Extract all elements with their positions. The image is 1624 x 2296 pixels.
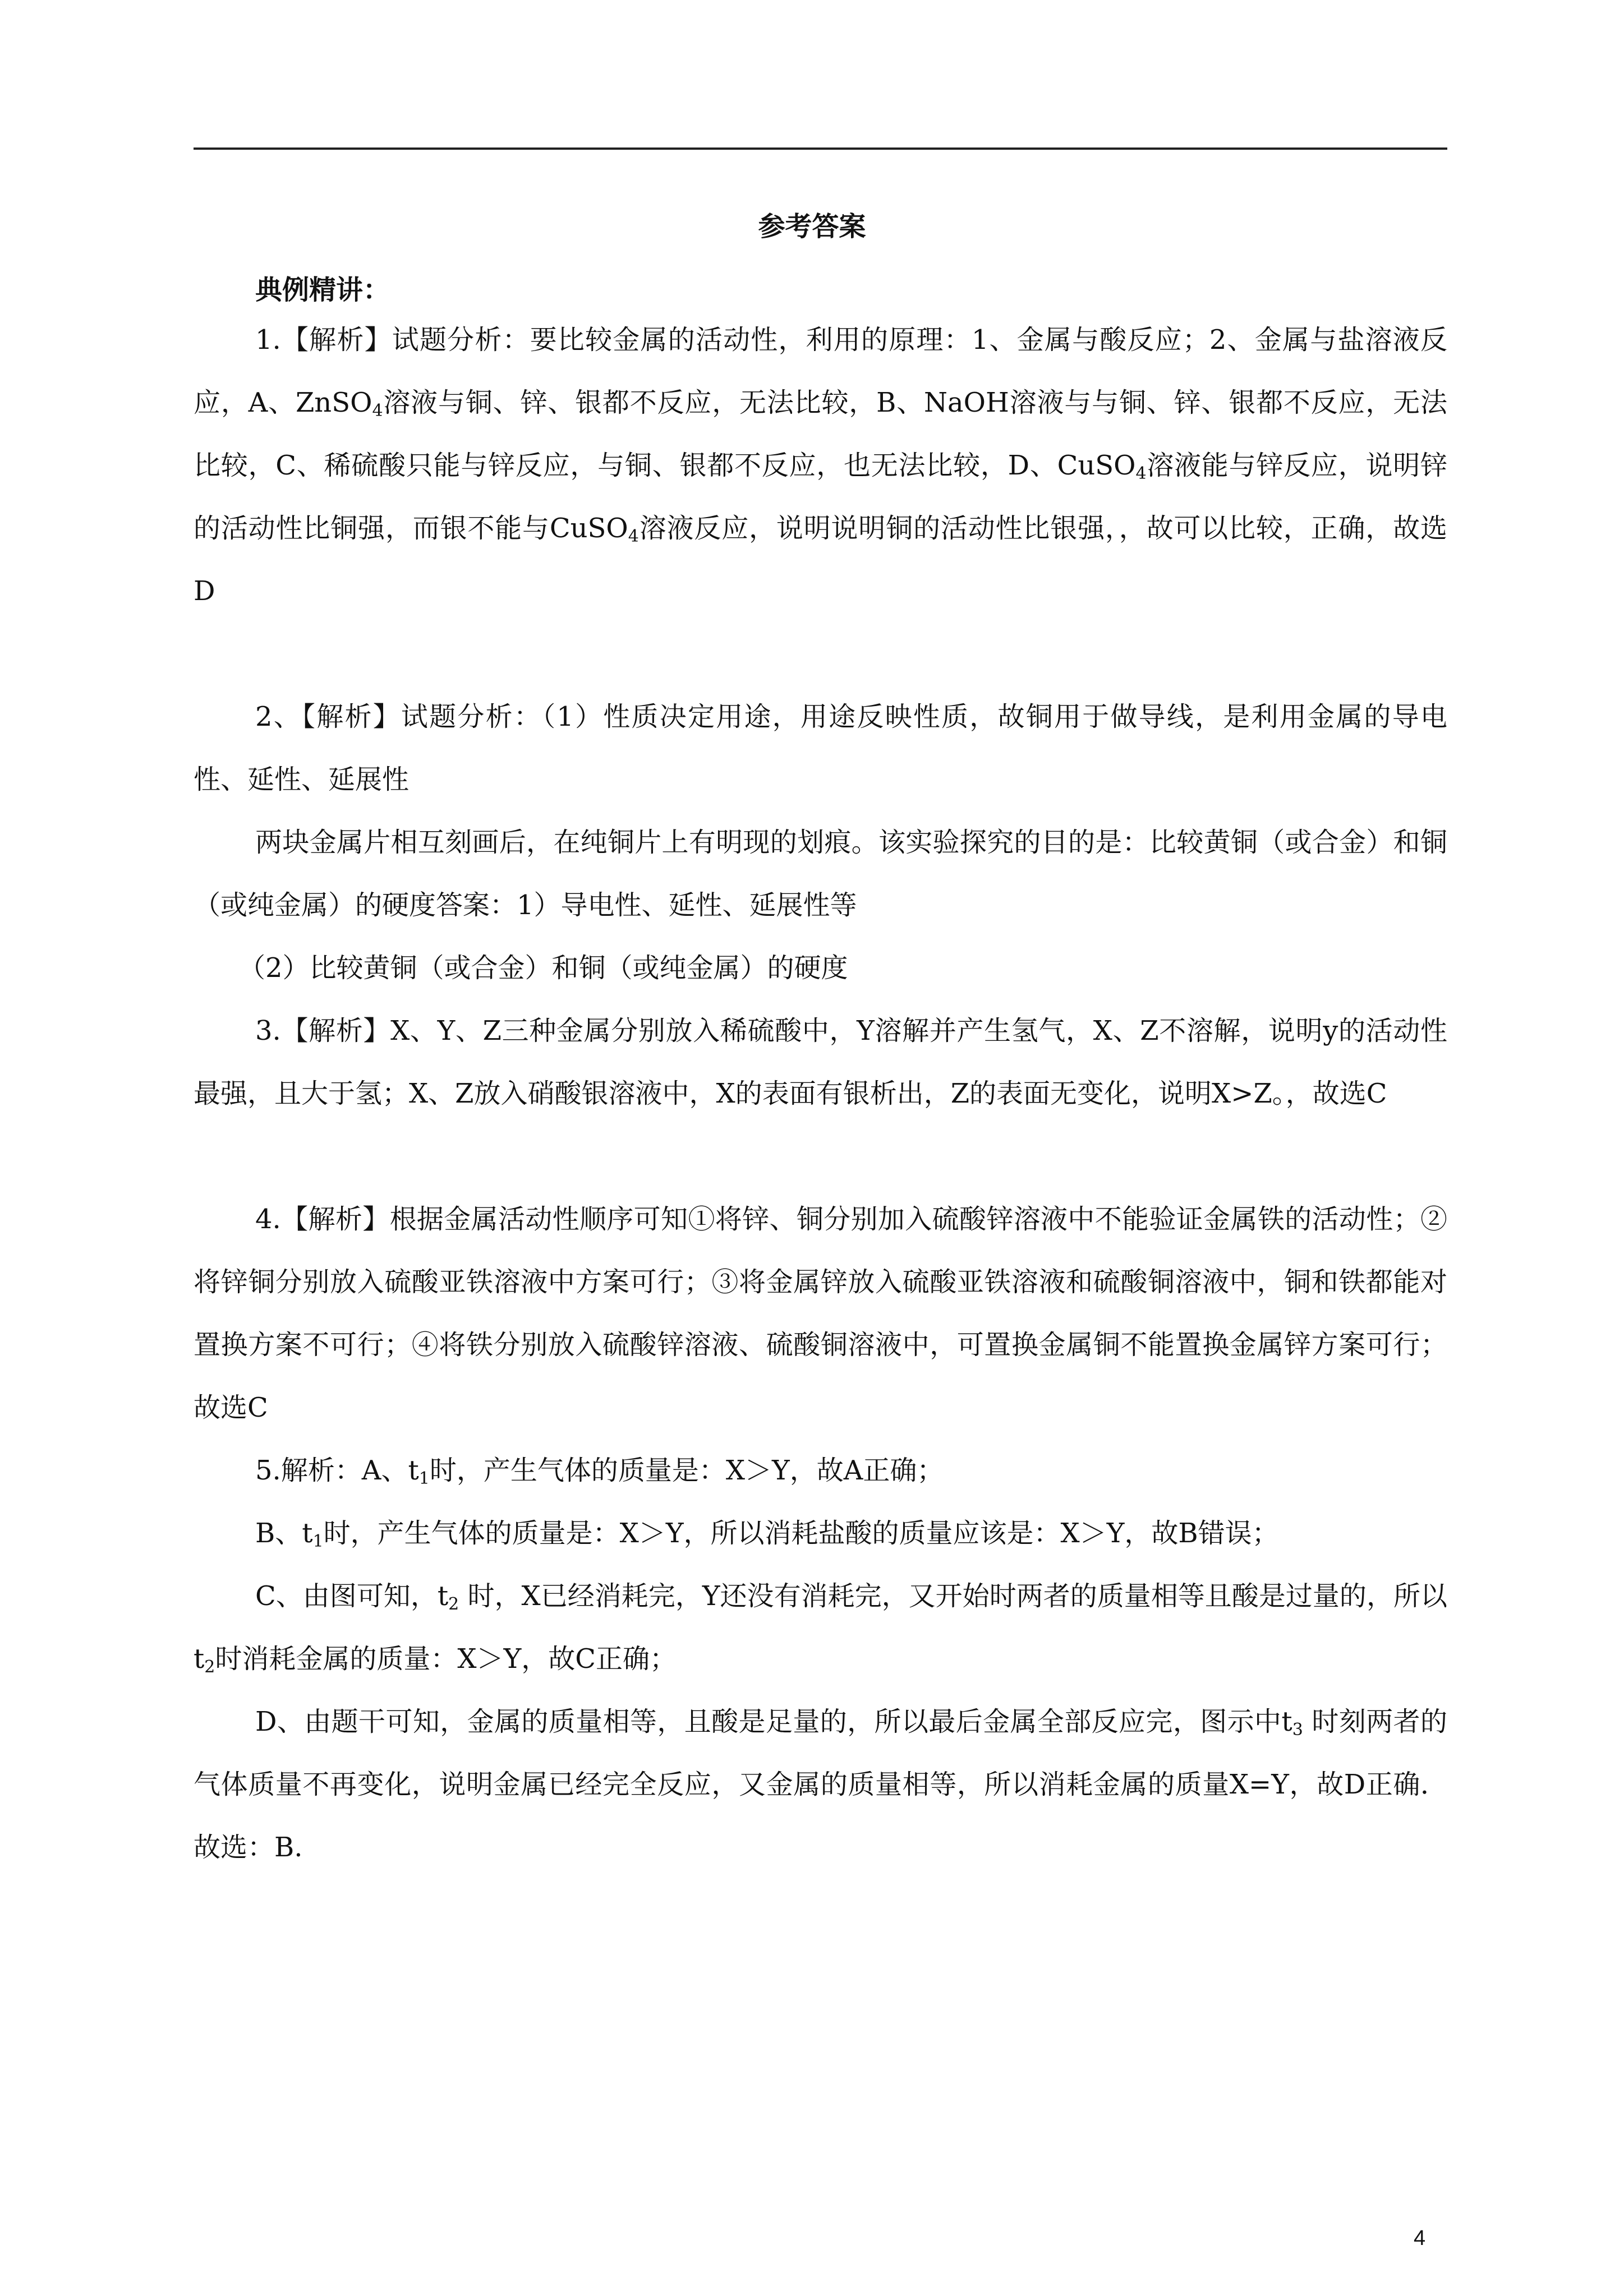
- answer-5-b-text-1: B、t: [255, 1518, 313, 1549]
- answer-5-a-text-2: 时，产生气体的质量是：X＞Y，故A正确；: [429, 1455, 944, 1486]
- answer-1: [194, 308, 1447, 623]
- answer-1-text-2: 溶液与铜、锌、银都不反应，无法比较，B、NaOH溶液与与铜、锌、银都不反应，无法比较，C、稀硫酸只能与锌反应，与铜、银都不反应，也无法比较，D、CuSO: [194, 387, 1447, 481]
- answer-5-line-b: [194, 1502, 1447, 1565]
- answer-5-line-c: [194, 1565, 1447, 1690]
- answer-5-c-text-3: 时消耗金属的质量：X＞Y，故C正确；: [215, 1643, 677, 1675]
- page-title: 参考答案: [758, 211, 866, 242]
- answer-5-d-text-1: D、由题干可知，金属的质量相等，且酸是足量的，所以最后金属全部反应完，图示中t: [255, 1706, 1292, 1737]
- answer-2-detail: 两块金属片相互刻画后，在纯铜片上有明现的划痕。该实验探究的目的是：比较黄铜（或合金）和铜（或纯金属）的硬度答案：1）导电性、延性、延展性等: [194, 827, 1447, 921]
- subscript: 2: [448, 1594, 459, 1614]
- answer-2-part-2: （2）比较黄铜（或合金）和铜（或纯金属）的硬度: [238, 952, 848, 984]
- answer-1-text-4: 溶液反应，说明说明铜的活动性比银强，，故可以比较，正确，故选D: [194, 513, 1447, 607]
- subscript: 4: [1135, 464, 1147, 483]
- subscript: 2: [204, 1657, 215, 1677]
- subscript: 3: [1292, 1720, 1303, 1740]
- answer-5-line-d: [194, 1690, 1447, 1879]
- answer-1-text-3: 溶液能与锌反应，说明锌的活动性比铜强，而银不能与CuSO: [194, 450, 1447, 544]
- answer-5-d-text-2: 时刻两者的气体质量不再变化，说明金属已经完全反应，又金属的质量相等，所以消耗金属的质量X=Y，故D正确．故选：B.: [194, 1706, 1448, 1863]
- subscript: 1: [418, 1469, 430, 1488]
- answer-5-c-text-1: C、由图可知，t: [255, 1580, 449, 1612]
- subscript: 1: [312, 1532, 324, 1551]
- section-heading: 典例精讲：: [255, 274, 390, 306]
- subscript: 4: [372, 401, 383, 421]
- answer-1-text-1: 1.【解析】试题分析：要比较金属的活动性，利用的原理：1、金属与酸反应；2、金属与盐溶液反应，A、ZnSO: [194, 324, 1447, 418]
- page-number: 4: [1414, 2226, 1426, 2250]
- answer-2: 2、【解析】试题分析：（1）性质决定用途，用途反映性质，故铜用于做导线，是利用金属的导电性、延性、延展性: [194, 701, 1447, 795]
- answer-5-c-text-2: 时，X已经消耗完，Y还没有消耗完，又开始时两者的质量相等且酸是过量的，所以t: [194, 1580, 1447, 1675]
- subscript: 4: [628, 527, 639, 546]
- answer-3: 3.【解析】X、Y、Z三种金属分别放入稀硫酸中，Y溶解并产生氢气，X、Z不溶解，说明y的活动性最强，且大于氢；X、Z放入硝酸银溶液中，X的表面有银析出，Z的表面无变化，说明X>Z。，故选C: [194, 1015, 1447, 1109]
- header-rule: [194, 147, 1447, 150]
- answer-5-line-a: [194, 1439, 1447, 1502]
- answer-5-a-text-1: 5.解析：A、t: [255, 1455, 419, 1486]
- answer-4: 4.【解析】根据金属活动性顺序可知①将锌、铜分别加入硫酸锌溶液中不能验证金属铁的活动性；②将锌铜分别放入硫酸亚铁溶液中方案可行；③将金属锌放入硫酸亚铁溶液和硫酸铜溶液中，铜和铁都能对置换方案不可行；④将铁分别放入硫酸锌溶液、硫酸铜溶液中，可置换金属铜不能置换金属锌方案可行；故选C: [194, 1204, 1447, 1423]
- answer-5-b-text-2: 时，产生气体的质量是：X＞Y，所以消耗盐酸的质量应该是：X＞Y，故B错误；: [323, 1518, 1279, 1549]
